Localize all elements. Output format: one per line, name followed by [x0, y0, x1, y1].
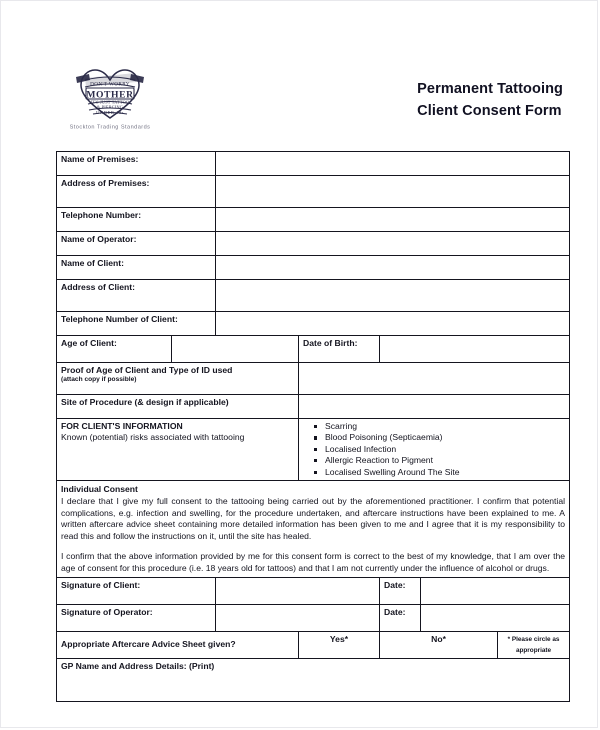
option-aftercare-yes[interactable]: Yes*	[299, 631, 380, 658]
label-date-of-birth: Date of Birth:	[299, 336, 380, 363]
label-site-of-procedure: Site of Procedure (& design if applicable)	[57, 395, 299, 419]
table-row-name-of-premises	[57, 152, 570, 176]
input-signature-of-operator[interactable]	[216, 604, 380, 631]
table-row-individual-consent	[57, 481, 570, 578]
table-row-telephone-number-of-client	[57, 312, 570, 336]
input-name-of-client[interactable]	[216, 256, 570, 280]
page-title-line-1: Permanent Tattooing	[417, 81, 563, 97]
input-date-signature-operator[interactable]	[421, 604, 570, 631]
table-row-name-of-operator	[57, 232, 570, 256]
label-proof-of-age	[57, 363, 299, 395]
input-site-of-procedure[interactable]	[299, 395, 570, 419]
table-row-client-information	[57, 419, 570, 481]
page-title-line-2: Client Consent Form	[417, 103, 562, 119]
list-item: Localised Infection	[325, 444, 565, 455]
label-telephone-number: Telephone Number:	[57, 208, 216, 232]
input-address-of-premises[interactable]	[216, 176, 570, 208]
logo-block	[57, 64, 163, 131]
logo-caption: Stockton Trading Standards	[69, 124, 151, 131]
table-row-gp-details	[57, 658, 570, 701]
individual-consent-paragraph-2: I confirm that the above information provided by me for this consent form is correct to the best of my knowledge, that I am over the age of consent for this procedure (i.e. 18 years old for tattoos) and that I am not currently under the influence of alcohol or drugs.	[61, 551, 566, 573]
table-row-address-of-premises	[57, 176, 570, 208]
form-header	[29, 56, 569, 144]
svg-text:UNDER 18s: UNDER 18s	[96, 110, 124, 115]
svg-text:DON'T WORRY: DON'T WORRY	[90, 81, 130, 88]
individual-consent-cell	[57, 481, 570, 578]
label-telephone-number-of-client: Telephone Number of Client:	[57, 312, 216, 336]
client-information-labels	[57, 419, 299, 481]
list-item: Allergic Reaction to Pigment	[325, 455, 565, 466]
client-information-heading: FOR CLIENT'S INFORMATION	[61, 421, 183, 431]
label-signature-of-operator: Signature of Operator:	[57, 604, 216, 631]
table-row-age-and-dob	[57, 336, 570, 363]
input-address-of-client[interactable]	[216, 280, 570, 312]
label-aftercare-question: Appropriate Aftercare Advice Sheet given?	[57, 631, 299, 658]
input-proof-of-age[interactable]	[299, 363, 570, 395]
input-telephone-number-of-client[interactable]	[216, 312, 570, 336]
list-item: Blood Poisoning (Septicaemia)	[325, 432, 565, 443]
table-row-aftercare	[57, 631, 570, 658]
table-row-address-of-client	[57, 280, 570, 312]
input-age-of-client[interactable]	[172, 336, 299, 363]
table-row-signature-of-operator	[57, 604, 570, 631]
label-signature-of-client: Signature of Client:	[57, 577, 216, 604]
label-date-signature-client: Date:	[380, 577, 421, 604]
label-address-of-premises: Address of Premises:	[57, 176, 216, 208]
label-proof-of-age-sub: (attach copy if possible)	[61, 376, 137, 383]
table-row-telephone-number	[57, 208, 570, 232]
input-date-of-birth[interactable]	[380, 336, 570, 363]
page-title	[417, 78, 563, 122]
consent-form-table	[56, 151, 570, 702]
list-item: Localised Swelling Around The Site	[325, 467, 565, 478]
table-row-name-of-client	[57, 256, 570, 280]
label-name-of-operator: Name of Operator:	[57, 232, 216, 256]
table-row-site-of-procedure	[57, 395, 570, 419]
svg-text:& PIERCING: & PIERCING	[96, 104, 124, 110]
label-date-signature-operator: Date:	[380, 604, 421, 631]
individual-consent-heading: Individual Consent	[61, 484, 138, 495]
risks-list	[303, 421, 565, 478]
client-information-subheading: Known (potential) risks associated with tattooing	[61, 432, 245, 442]
table-row-signature-of-client	[57, 577, 570, 604]
risks-list-cell	[299, 419, 570, 481]
list-item: Scarring	[325, 421, 565, 432]
option-aftercare-no[interactable]: No*	[380, 631, 498, 658]
label-name-of-premises: Name of Premises:	[57, 152, 216, 176]
individual-consent-paragraph-1: I declare that I give my full consent to the tattooing being carried out by the aforementioned practitioner. I confirm that potential complications, e.g. infection and swelling, for the procedure undertaken, and aftercare instructions have been explained to me. A written aftercare advice sheet containing more detailed information has been given to me and I agree that it is my responsibility to read this and follow the instructions on it, until the site has healed.	[61, 496, 566, 541]
input-date-signature-client[interactable]	[421, 577, 570, 604]
input-name-of-operator[interactable]	[216, 232, 570, 256]
label-name-of-client: Name of Client:	[57, 256, 216, 280]
label-gp-details[interactable]: GP Name and Address Details: (Print)	[57, 658, 570, 701]
aftercare-note: * Please circle as appropriate	[498, 631, 570, 658]
svg-text:IT'S JUST TATTOO: IT'S JUST TATTOO	[90, 99, 130, 105]
dont-worry-mother-crest-icon	[73, 64, 147, 122]
input-signature-of-client[interactable]	[216, 577, 380, 604]
input-telephone-number[interactable]	[216, 208, 570, 232]
label-age-of-client: Age of Client:	[57, 336, 172, 363]
svg-text:MOTHER: MOTHER	[86, 89, 134, 101]
label-address-of-client: Address of Client:	[57, 280, 216, 312]
input-name-of-premises[interactable]	[216, 152, 570, 176]
label-proof-of-age-main: Proof of Age of Client and Type of ID used	[61, 365, 233, 375]
table-row-proof-of-age	[57, 363, 570, 395]
